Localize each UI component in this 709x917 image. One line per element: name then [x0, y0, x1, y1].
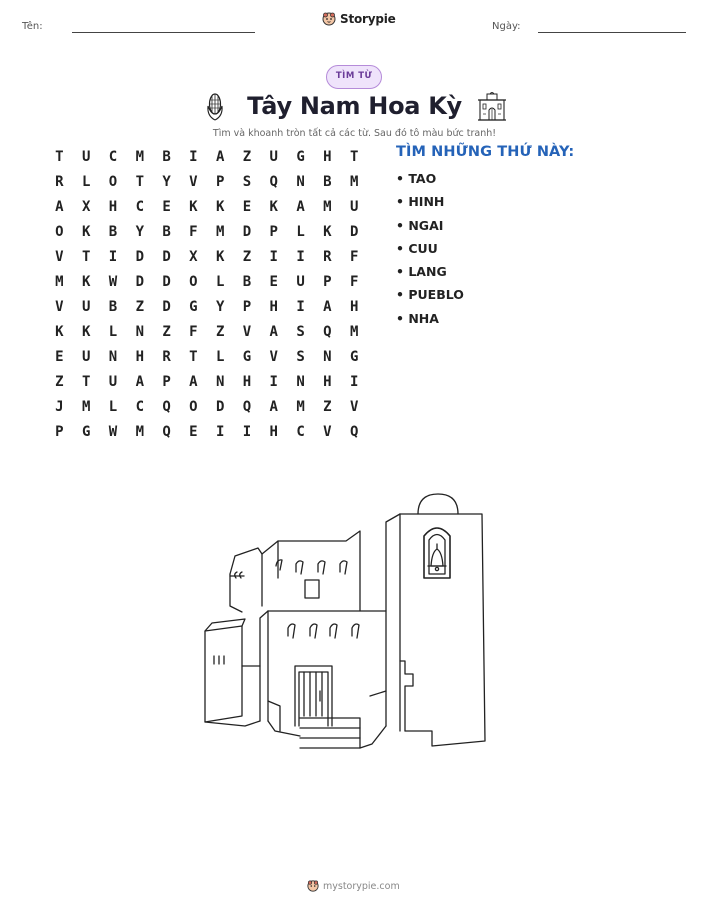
grid-row [46, 323, 368, 348]
grid-letter[interactable]: V [242, 324, 252, 340]
grid-letter[interactable]: C [135, 399, 144, 415]
grid-letter[interactable]: U [81, 349, 91, 365]
grid-letter[interactable]: M [135, 424, 144, 440]
footer [307, 880, 400, 892]
date-label: Ngày: [492, 21, 521, 32]
word-list-heading: TÌM NHỮNG THỨ NÀY: [396, 144, 575, 160]
grid-letter[interactable]: V [269, 349, 278, 365]
grid-letter[interactable]: M [323, 199, 332, 215]
grid-letter[interactable]: P [162, 374, 171, 390]
grid-letter[interactable]: I [189, 149, 198, 165]
grid-letter[interactable]: M [55, 274, 64, 290]
grid-letter[interactable]: N [323, 349, 332, 365]
grid-letter[interactable]: B [108, 224, 118, 240]
grid-letter[interactable]: K [81, 224, 91, 240]
grid-letter[interactable]: T [135, 174, 144, 190]
grid-letter[interactable]: I [108, 249, 118, 265]
grid-letter[interactable]: L [108, 399, 118, 415]
word-list-item: • TAO [396, 171, 437, 186]
brand-name: Storypie [340, 12, 396, 26]
grid-letter[interactable]: Z [242, 249, 252, 265]
grid-letter[interactable]: Y [162, 174, 171, 190]
grid-letter[interactable]: D [349, 224, 359, 240]
grid-letter[interactable]: X [189, 249, 198, 265]
grid-letter[interactable]: K [215, 199, 225, 215]
grid-row [46, 248, 368, 273]
grid-letter[interactable]: S [296, 324, 305, 340]
grid-letter[interactable]: Z [135, 299, 144, 315]
grid-letter[interactable]: S [296, 349, 305, 365]
grid-letter[interactable]: F [189, 224, 198, 240]
grid-letter[interactable]: H [323, 374, 332, 390]
grid-letter[interactable]: E [269, 274, 278, 290]
grid-letter[interactable]: F [189, 324, 198, 340]
grid-letter[interactable]: A [55, 199, 64, 215]
grid-row [46, 398, 368, 423]
grid-letter[interactable]: L [215, 274, 225, 290]
grid-row [46, 198, 368, 223]
grid-letter[interactable]: O [189, 274, 198, 290]
grid-letter[interactable]: X [81, 199, 91, 215]
grid-letter[interactable]: N [215, 374, 225, 390]
grid-letter[interactable]: Y [135, 224, 144, 240]
word-list-item: • PUEBLO [396, 287, 464, 303]
grid-letter[interactable]: D [162, 249, 171, 265]
grid-row [46, 148, 368, 173]
grid-letter[interactable]: A [135, 374, 144, 390]
grid-letter[interactable]: R [55, 174, 64, 190]
grid-letter[interactable]: T [349, 149, 359, 165]
grid-letter[interactable]: Q [162, 399, 171, 415]
grid-letter[interactable]: T [81, 249, 91, 265]
grid-letter[interactable]: B [108, 299, 118, 315]
grid-letter[interactable]: K [81, 324, 91, 340]
grid-letter[interactable]: B [162, 224, 171, 240]
instructions: Tìm và khoanh tròn tất cả các từ. Sau đó tô màu bức tranh! [212, 128, 497, 139]
grid-letter[interactable]: D [162, 274, 171, 290]
grid-row [46, 423, 368, 448]
grid-letter[interactable]: B [323, 174, 332, 190]
grid-letter[interactable]: I [296, 299, 305, 315]
grid-letter[interactable]: U [81, 299, 91, 315]
grid-letter[interactable]: Q [162, 424, 171, 440]
grid-letter[interactable]: G [81, 424, 91, 440]
grid-letter[interactable]: U [269, 149, 278, 165]
grid-letter[interactable]: H [269, 299, 278, 315]
grid-letter[interactable]: I [296, 249, 305, 265]
grid-letter[interactable]: A [269, 324, 278, 340]
adobe-building-icon [476, 90, 508, 122]
grid-letter[interactable]: M [215, 224, 225, 240]
grid-letter[interactable]: P [323, 274, 332, 290]
date-field[interactable] [538, 32, 686, 33]
name-label: Tên: [22, 21, 43, 32]
grid-letter[interactable]: T [189, 349, 198, 365]
grid-letter[interactable]: I [242, 424, 252, 440]
grid-row [46, 173, 368, 198]
grid-letter[interactable]: H [135, 349, 144, 365]
grid-letter[interactable]: A [296, 199, 305, 215]
grid-letter[interactable]: Z [162, 324, 171, 340]
grid-letter[interactable]: K [81, 274, 91, 290]
activity-badge: TÌM TỪ [326, 65, 382, 89]
grid-letter[interactable]: T [55, 149, 64, 165]
grid-letter[interactable]: D [135, 249, 144, 265]
grid-letter[interactable]: P [242, 299, 252, 315]
grid-letter[interactable]: V [349, 399, 359, 415]
grid-letter[interactable]: U [108, 374, 118, 390]
grid-letter[interactable]: F [349, 249, 359, 265]
word-list-item: • NGAI [396, 217, 444, 233]
grid-letter[interactable]: E [189, 424, 198, 440]
grid-letter[interactable]: K [269, 199, 278, 215]
word-search-grid[interactable] [46, 148, 368, 448]
grid-letter[interactable]: U [81, 149, 91, 165]
grid-row [46, 373, 368, 398]
grid-letter[interactable]: M [81, 399, 91, 415]
grid-letter[interactable]: M [349, 174, 359, 190]
page-title: Tây Nam Hoa Kỳ [247, 92, 462, 120]
grid-letter[interactable]: I [269, 374, 278, 390]
name-field[interactable] [72, 32, 255, 33]
grid-letter[interactable]: Z [215, 324, 225, 340]
grid-letter[interactable]: V [55, 249, 64, 265]
grid-letter[interactable]: G [242, 349, 252, 365]
grid-letter[interactable]: P [55, 424, 64, 440]
grid-letter[interactable]: Z [242, 149, 252, 165]
grid-letter[interactable]: K [215, 249, 225, 265]
grid-letter[interactable]: K [189, 199, 198, 215]
grid-letter[interactable]: W [108, 424, 118, 440]
grid-letter[interactable]: A [189, 374, 198, 390]
word-list-item: • CUU [396, 240, 438, 256]
grid-letter[interactable]: B [242, 274, 252, 290]
grid-letter[interactable]: O [189, 399, 198, 415]
grid-letter[interactable]: I [215, 424, 225, 440]
storypie-logo-icon [307, 880, 319, 892]
grid-letter[interactable]: D [162, 299, 171, 315]
grid-row [46, 348, 368, 373]
grid-letter[interactable]: M [296, 399, 305, 415]
grid-letter[interactable]: C [108, 149, 118, 165]
grid-letter[interactable]: A [323, 299, 332, 315]
grid-row [46, 223, 368, 248]
grid-letter[interactable]: Q [242, 399, 252, 415]
grid-letter[interactable]: K [323, 224, 332, 240]
grid-letter[interactable]: I [349, 374, 359, 390]
grid-letter[interactable]: C [135, 199, 144, 215]
grid-letter[interactable]: L [296, 224, 305, 240]
grid-letter[interactable]: H [349, 299, 359, 315]
storypie-logo-icon [322, 12, 336, 26]
grid-letter[interactable]: N [135, 324, 144, 340]
grid-letter[interactable]: H [323, 149, 332, 165]
grid-letter[interactable]: N [108, 349, 118, 365]
grid-letter[interactable]: Q [349, 424, 359, 440]
grid-letter[interactable]: B [162, 149, 171, 165]
grid-letter[interactable]: U [296, 274, 305, 290]
grid-letter[interactable]: W [108, 274, 118, 290]
grid-letter[interactable]: G [189, 299, 198, 315]
footer-url[interactable]: mystorypie.com [323, 880, 400, 892]
grid-letter[interactable]: D [135, 274, 144, 290]
grid-letter[interactable]: H [269, 424, 278, 440]
grid-letter[interactable]: O [55, 224, 64, 240]
grid-letter[interactable]: F [349, 274, 359, 290]
grid-letter[interactable]: L [215, 349, 225, 365]
grid-letter[interactable]: L [108, 324, 118, 340]
grid-letter[interactable]: R [323, 249, 332, 265]
grid-letter[interactable]: I [269, 249, 278, 265]
grid-row [46, 298, 368, 323]
word-list-item: • HINH [396, 194, 445, 210]
grid-letter[interactable]: E [242, 199, 252, 215]
word-list-item: • NHA [396, 310, 439, 326]
grid-letter[interactable]: D [242, 224, 252, 240]
grid-letter[interactable]: O [108, 174, 118, 190]
grid-letter[interactable]: H [242, 374, 252, 390]
grid-row [46, 273, 368, 298]
grid-letter[interactable]: Z [323, 399, 332, 415]
grid-letter[interactable]: L [81, 174, 91, 190]
grid-letter[interactable]: U [349, 199, 359, 215]
grid-letter[interactable]: S [242, 174, 252, 190]
grid-letter[interactable]: A [215, 149, 225, 165]
grid-letter[interactable]: N [296, 174, 305, 190]
grid-letter[interactable]: V [323, 424, 332, 440]
grid-letter[interactable]: Y [215, 299, 225, 315]
grid-letter[interactable]: D [215, 399, 225, 415]
word-list-item: • LANG [396, 264, 447, 280]
grid-letter[interactable]: G [349, 349, 359, 365]
grid-letter[interactable]: M [349, 324, 359, 340]
grid-letter[interactable]: Q [269, 174, 278, 190]
grid-letter[interactable]: R [162, 349, 171, 365]
grid-letter[interactable]: E [55, 349, 64, 365]
grid-letter[interactable]: H [108, 199, 118, 215]
grid-letter[interactable]: E [162, 199, 171, 215]
grid-letter[interactable]: V [55, 299, 64, 315]
brand-logo [322, 12, 396, 26]
adobe-mission-illustration [200, 486, 510, 756]
grid-letter[interactable]: G [296, 149, 305, 165]
grid-letter[interactable]: J [55, 399, 64, 415]
grid-letter[interactable]: M [135, 149, 144, 165]
grid-letter[interactable]: K [55, 324, 64, 340]
word-list [396, 171, 464, 334]
grid-letter[interactable]: Q [323, 324, 332, 340]
grid-letter[interactable]: N [296, 374, 305, 390]
grid-letter[interactable]: T [81, 374, 91, 390]
grid-letter[interactable]: V [189, 174, 198, 190]
grid-letter[interactable]: P [269, 224, 278, 240]
grid-letter[interactable]: A [269, 399, 278, 415]
grid-letter[interactable]: Z [55, 374, 64, 390]
grid-letter[interactable]: P [215, 174, 225, 190]
grid-letter[interactable]: C [296, 424, 305, 440]
